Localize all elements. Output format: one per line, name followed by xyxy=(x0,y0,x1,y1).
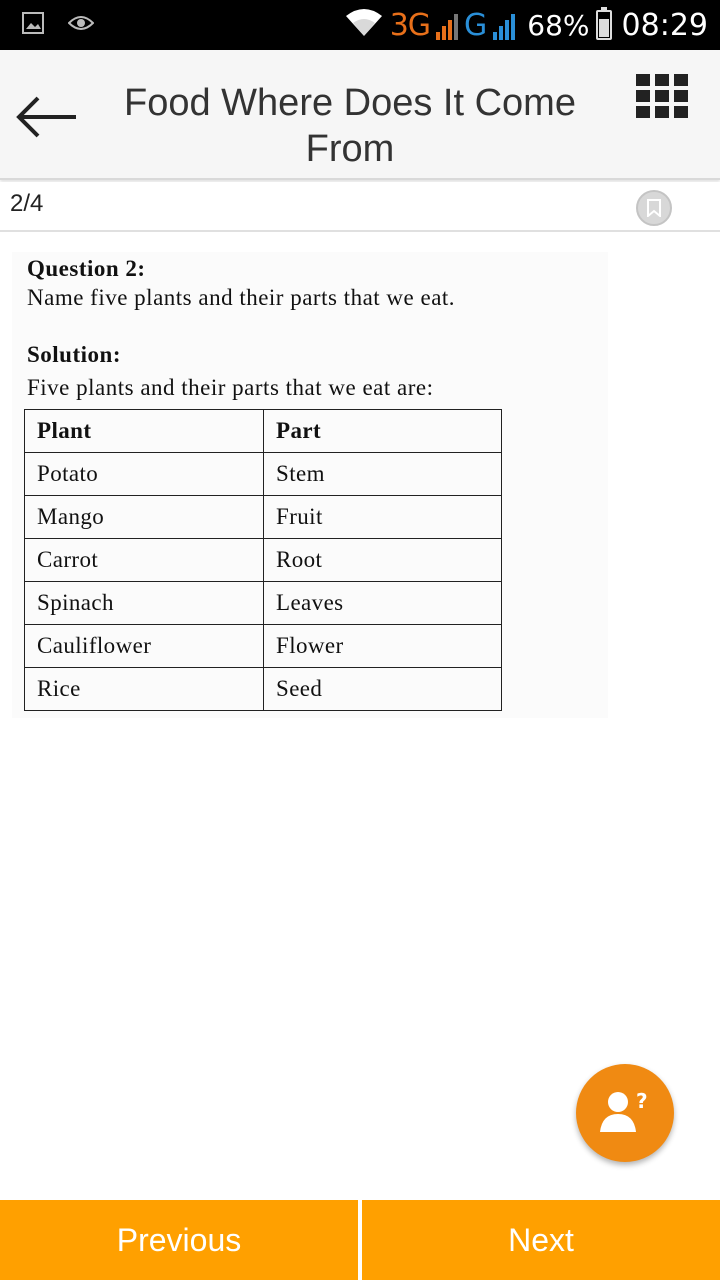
grid-menu-button[interactable] xyxy=(636,74,688,120)
table-cell: Potato xyxy=(25,453,264,496)
back-button[interactable] xyxy=(14,92,80,142)
table-cell: Rice xyxy=(25,668,264,711)
table-cell: Carrot xyxy=(25,539,264,582)
table-cell: Flower xyxy=(264,625,502,668)
table-header: Plant xyxy=(25,410,264,453)
status-right xyxy=(344,6,708,44)
ask-question-button[interactable] xyxy=(576,1064,674,1162)
table-cell: Stem xyxy=(264,453,502,496)
table-header: Part xyxy=(264,410,502,453)
bookmark-icon xyxy=(647,199,661,217)
table-row xyxy=(25,582,502,625)
signal-icon xyxy=(436,10,458,40)
grid-icon xyxy=(636,74,650,86)
page-indicator: 2/4 xyxy=(10,190,44,217)
table-row xyxy=(25,668,502,711)
image-icon xyxy=(22,12,44,38)
eye-icon xyxy=(68,14,94,36)
next-button[interactable]: Next xyxy=(362,1200,720,1280)
toolbar xyxy=(0,50,720,180)
previous-button[interactable]: Previous xyxy=(0,1200,358,1280)
question-title: Question 2: xyxy=(27,256,146,281)
page-title: Food Where Does It Come From xyxy=(124,82,576,170)
solution-title: Solution: xyxy=(27,342,121,367)
status-bar xyxy=(0,0,720,50)
question-text: Name five plants and their parts that we eat. xyxy=(27,285,456,310)
wifi-icon xyxy=(344,8,384,42)
table-cell: Spinach xyxy=(25,582,264,625)
table-row xyxy=(25,496,502,539)
solution-text: Five plants and their parts that we eat are: xyxy=(27,375,434,400)
bookmark-button[interactable] xyxy=(636,190,672,226)
table-cell: Root xyxy=(264,539,502,582)
battery-percent: 68% xyxy=(527,8,590,42)
table-row xyxy=(25,625,502,668)
table-cell: Seed xyxy=(264,668,502,711)
table-row xyxy=(25,453,502,496)
clock: 08:29 xyxy=(621,7,708,43)
table-header-row xyxy=(25,410,502,453)
table-cell: Cauliflower xyxy=(25,625,264,668)
table-cell: Leaves xyxy=(264,582,502,625)
arrow-left-icon xyxy=(14,92,80,142)
question-content xyxy=(12,252,608,718)
battery-icon xyxy=(596,10,612,40)
status-left xyxy=(22,12,94,38)
ask-question-icon xyxy=(598,1086,652,1140)
signal-icon xyxy=(493,10,515,40)
plant-parts-table xyxy=(24,409,502,711)
table-cell: Fruit xyxy=(264,496,502,539)
network-3g-label: 3G xyxy=(389,7,431,43)
network-g-label: G xyxy=(464,7,488,43)
svg-text:?: ? xyxy=(636,1089,648,1113)
table-cell: Mango xyxy=(25,496,264,539)
table-row xyxy=(25,539,502,582)
page-strip xyxy=(0,182,720,232)
